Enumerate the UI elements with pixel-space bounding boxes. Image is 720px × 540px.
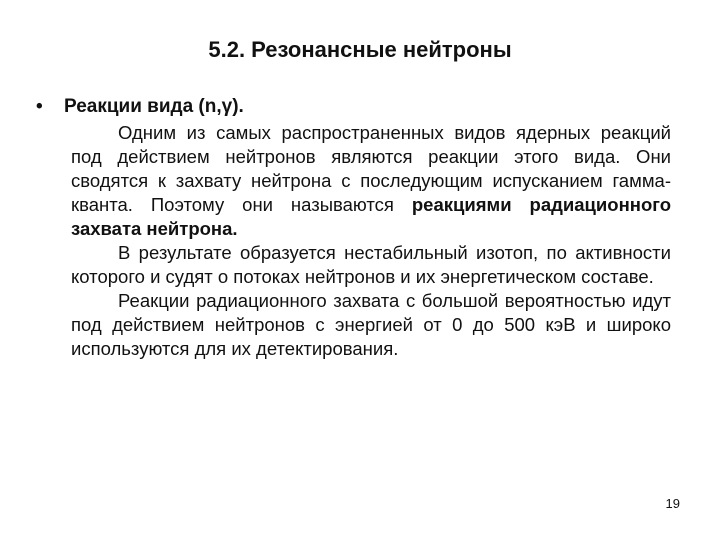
bullet-heading: Реакции вида (n,γ). — [64, 96, 244, 117]
paragraph-3: Реакции радиационного захвата с большой вероятностью идут под действием нейтронов с энергией от 0 до 500 кэВ и широко используются для их детектирования. — [71, 290, 671, 359]
body-text — [71, 121, 671, 361]
slide-title: 5.2. Резонансные нейтроны — [208, 37, 512, 62]
bullet-heading-row — [36, 95, 244, 119]
page-number: 19 — [665, 496, 680, 511]
paragraph-1 — [71, 121, 671, 241]
bullet-marker: • — [36, 96, 43, 117]
paragraph-1-bold-term: реакциями радиационного захвата нейтрона. — [71, 194, 672, 239]
paragraph-1-text: Одним из самых распространенных видов ядерных реакций под действием нейтронов являются реакции этого вида. Они сводятся к захвату нейтрона с последующим испусканием гамма-кванта. Поэтому они называются — [71, 122, 671, 215]
paragraph-2: В результате образуется нестабильный изотоп, по активности которого и судят о потоках нейтронов и их энергетическом составе. — [71, 242, 671, 287]
